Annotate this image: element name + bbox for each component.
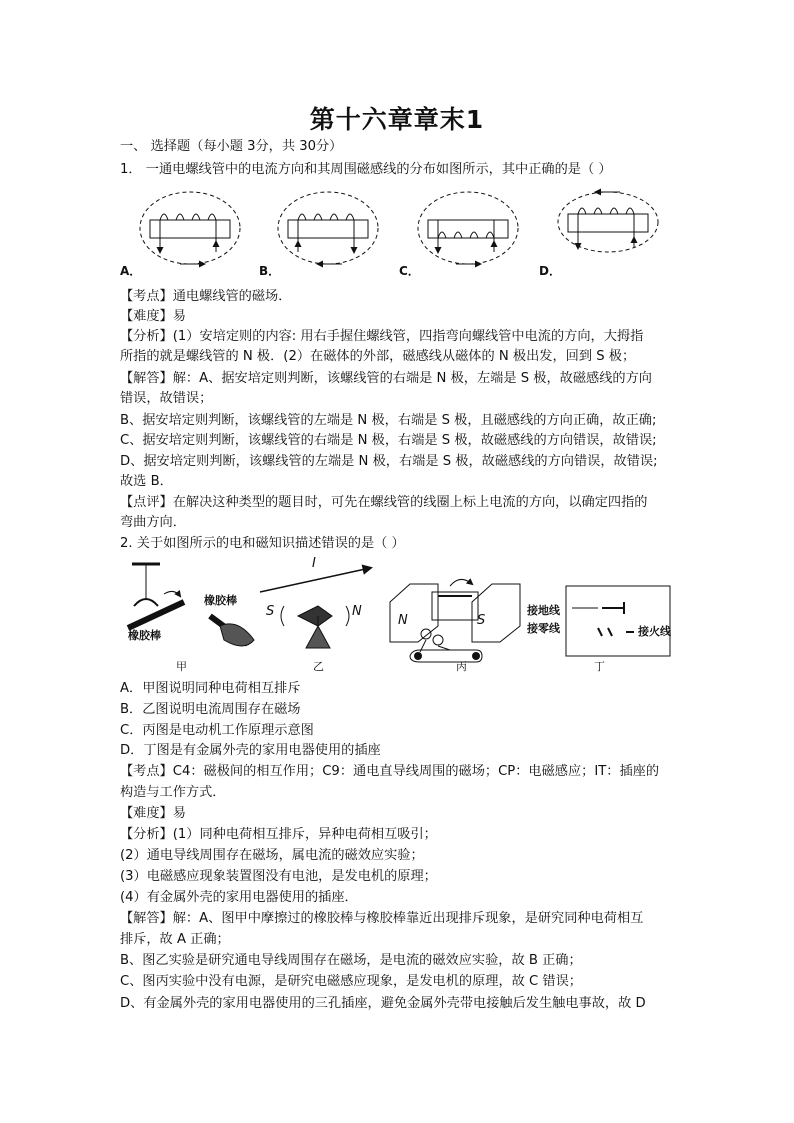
q1-line: B、据安培定则判断，该螺线管的左端是 N 极，右端是 S 极，且磁感线的方向正确，故正确; — [120, 413, 657, 428]
q2-line: (2）通电导线周围存在磁场，属电流的磁效应实验； — [120, 848, 424, 863]
q2-line: 【解答】解：A、图甲中摩擦过的橡胶棒与橡胶棒靠近出现排斥现象，是研究同种电荷相互 — [120, 911, 644, 926]
fig-caption-bing: 丙 — [456, 660, 467, 673]
section-heading: 一、 选择题（每小题 3分，共 30分） — [120, 139, 343, 154]
q2-line: 【考点】C4：磁极间的相互作用；C9：通电直导线周围的磁场；CP：电磁感应；IT：插座的 — [120, 764, 660, 779]
q1-line: 【点评】在解决这种类型的题目时，可先在螺线管的线圈上标上电流的方向，以确定四指的 — [120, 495, 648, 510]
fig-label-neutral: 接零线 — [527, 622, 560, 635]
q2-line: 排斥，故 A 正确； — [120, 932, 230, 947]
q2-line: B．乙图说明电流周围存在磁场 — [120, 702, 301, 717]
fig-label-magnet-n: N — [398, 613, 408, 628]
q1-option-c: C． — [399, 264, 420, 278]
q1-option-b: B． — [259, 264, 281, 278]
q2-line: (4）有金属外壳的家用电器使用的插座． — [120, 890, 358, 905]
fig-label-rod: 橡胶棒 — [204, 594, 237, 607]
q1-line: 所指的就是螺线管的 N 极．(2）在磁体的外部，磁感线从磁体的 N 极出发，回到 S 极； — [120, 349, 636, 364]
q1-line: 错误，故错误； — [120, 391, 213, 406]
solenoid-a — [140, 192, 240, 264]
fig-caption-yi: 乙 — [313, 660, 324, 673]
q2-line: (3）电磁感应现象装置图没有电池，是发电机的原理； — [120, 869, 437, 884]
q2-line: C．丙图是电动机工作原理示意图 — [120, 723, 314, 738]
q2-line: 【难度】易 — [120, 806, 186, 821]
solenoid-b — [278, 192, 378, 264]
fig-label-ground: 接地线 — [527, 604, 560, 617]
q2-line: 【分析】(1）同种电荷相互排斥，异种电荷相互吸引； — [120, 827, 437, 842]
solenoid-c — [418, 192, 518, 264]
q1-line: 故选 B． — [120, 474, 173, 489]
fig-label-south: S — [266, 604, 275, 619]
q1-line: 【难度】易 — [120, 309, 186, 324]
q2-stem: 2. 关于如图所示的电和磁知识描述错误的是（ ） — [120, 536, 405, 551]
solenoid-d — [558, 192, 658, 252]
q1-line: 【考点】通电螺线管的磁场． — [120, 289, 292, 304]
q1-option-a: A． — [120, 264, 142, 278]
fig-label-current: I — [312, 556, 316, 571]
q1-option-d: D． — [539, 264, 561, 278]
q2-line: 构造与工作方式． — [120, 785, 226, 800]
q2-line: C、图丙实验中没有电源，是研究电磁感应现象，是发电机的原理，故 C 错误； — [120, 974, 582, 989]
fig-label-north: N — [352, 604, 362, 619]
q1-stem: 1． 一通电螺线管中的电流方向和其周围磁感线的分布如图所示，其中正确的是（ ） — [120, 162, 612, 177]
fig-label-rod: 橡胶棒 — [128, 629, 161, 642]
q1-line: C、据安培定则判断，该螺线管的右端是 N 极，右端是 S 极，故磁感线的方向错误，故错误; — [120, 433, 657, 448]
fig-label-live: 接火线 — [638, 625, 671, 638]
page-title: 第十六章章末1 — [309, 105, 485, 134]
figure-bing — [390, 579, 520, 662]
fig-caption-jia: 甲 — [176, 660, 187, 673]
fig-caption-ding: 丁 — [594, 660, 605, 673]
q1-line: 【分析】(1）安培定则的内容: 用右手握住螺线管，四指弯向螺线管中电流的方向，大拇指 — [120, 329, 644, 344]
q1-line: 【解答】解：A、据安培定则判断，该螺线管的右端是 N 极，左端是 S 极，故磁感线的方向 — [120, 371, 652, 386]
q2-line: A．甲图说明同种电荷相互排斥 — [120, 681, 301, 696]
q2-line: B、图乙实验是研究通电导线周围存在磁场，是电流的磁效应实验，故 B 正确； — [120, 953, 582, 968]
figure-ding — [566, 586, 670, 656]
q2-line: D．丁图是有金属外壳的家用电器使用的插座 — [120, 743, 381, 758]
fig-label-magnet-s: S — [477, 613, 486, 628]
q1-line: 弯曲方向． — [120, 515, 186, 530]
q2-line: D、有金属外壳的家用电器使用的三孔插座，避免金属外壳带电接触后发生触电事故，故 D — [120, 996, 646, 1011]
q1-line: D、据安培定则判断，该螺线管的左端是 N 极，右端是 S 极，故磁感线的方向错误，故错误; — [120, 454, 658, 469]
